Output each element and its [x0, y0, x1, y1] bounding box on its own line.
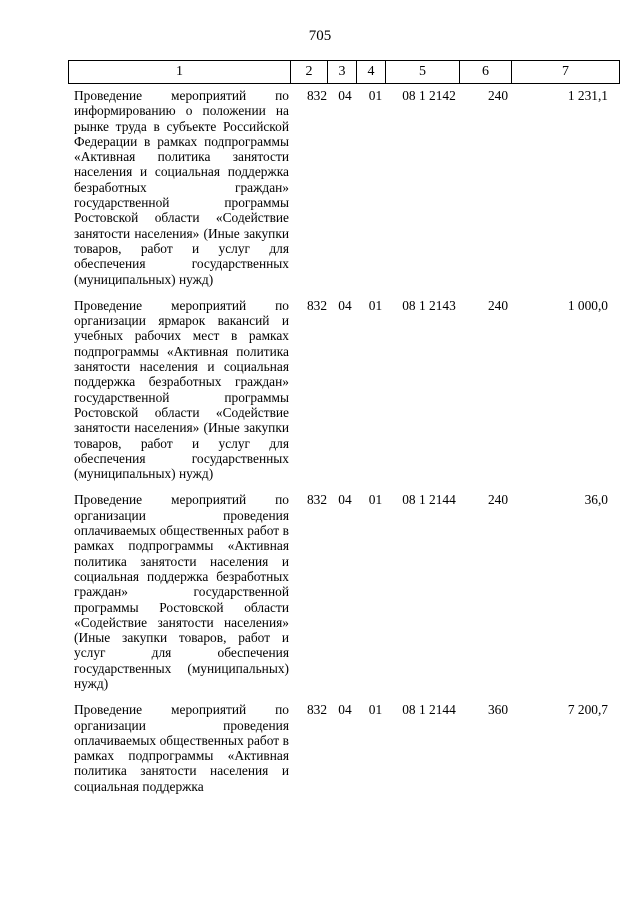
row-col-6: 240 — [487, 297, 509, 313]
row-col-6: 360 — [487, 702, 509, 718]
column-header-4: 4 — [357, 61, 386, 84]
row-col-3: 04 — [338, 88, 352, 103]
row-col-2: 832 — [306, 88, 328, 103]
row-col-5: 08 1 2143 — [402, 297, 456, 313]
column-header-5: 5 — [386, 61, 460, 84]
row-col-7: 36,0 — [584, 492, 608, 508]
table-row — [68, 702, 616, 794]
column-header-3: 3 — [328, 61, 357, 84]
column-header-7: 7 — [512, 61, 620, 84]
row-col-7: 1 231,1 — [567, 88, 608, 103]
row-col-2: 832 — [306, 702, 328, 718]
table-body — [68, 88, 616, 805]
row-col-5: 08 1 2144 — [402, 702, 456, 718]
row-col-7: 7 200,7 — [567, 702, 608, 718]
row-col-4: 01 — [368, 88, 383, 103]
row-col-7: 1 000,0 — [567, 297, 608, 313]
table-row — [68, 492, 616, 691]
page-number: 705 — [308, 28, 332, 44]
column-header-1: 1 — [69, 61, 291, 84]
row-col-3: 04 — [338, 297, 352, 313]
row-col-2: 832 — [306, 492, 328, 508]
row-col-6: 240 — [487, 492, 509, 508]
row-col-4: 01 — [368, 492, 383, 508]
row-description: Проведение мероприятий по организации проведения оплачиваемых общественных работ в рамках подпрограммы «Активная политика занятости населения и социальная поддержка безработных граждан» государственной программы Ростовской области «Содействие занятости населения» (Иные закупки товаров, работ и услуг для обеспечения государственных (муниципальных) нужд) — [74, 492, 289, 691]
column-header-6: 6 — [460, 61, 512, 84]
table-row — [68, 298, 616, 482]
row-col-5: 08 1 2142 — [402, 88, 456, 103]
column-header-table — [68, 60, 620, 84]
table-row — [68, 88, 616, 287]
row-col-4: 01 — [368, 297, 383, 313]
row-description: Проведение мероприятий по организации ярмарок вакансий и учебных рабочих мест в рамках подпрограммы «Активная политика занятости населения и социальная поддержка безработных граждан» государственной программы Ростовской области «Содействие занятости населения» (Иные закупки товаров, работ и услуг для обеспечения государственных (муниципальных) нужд) — [74, 297, 289, 482]
row-col-6: 240 — [487, 88, 509, 103]
row-col-5: 08 1 2144 — [402, 492, 456, 508]
row-col-4: 01 — [368, 702, 383, 718]
row-col-3: 04 — [338, 492, 352, 508]
row-col-2: 832 — [306, 297, 328, 313]
column-header-2: 2 — [291, 61, 328, 84]
row-col-3: 04 — [338, 702, 352, 718]
row-description: Проведение мероприятий по организации проведения оплачиваемых общественных работ в рамках подпрограммы «Активная политика занятости населения и социальная поддержка — [74, 702, 289, 794]
row-description: Проведение мероприятий по информированию о положении на рынке труда в субъекте Российской Федерации в рамках подпрограммы «Активная политика занятости населения и социальная поддержка безработных граждан» государственной программы Ростовской области «Содействие занятости населения» (Иные закупки товаров, работ и услуг для обеспечения государственных (муниципальных) нужд) — [74, 88, 289, 287]
